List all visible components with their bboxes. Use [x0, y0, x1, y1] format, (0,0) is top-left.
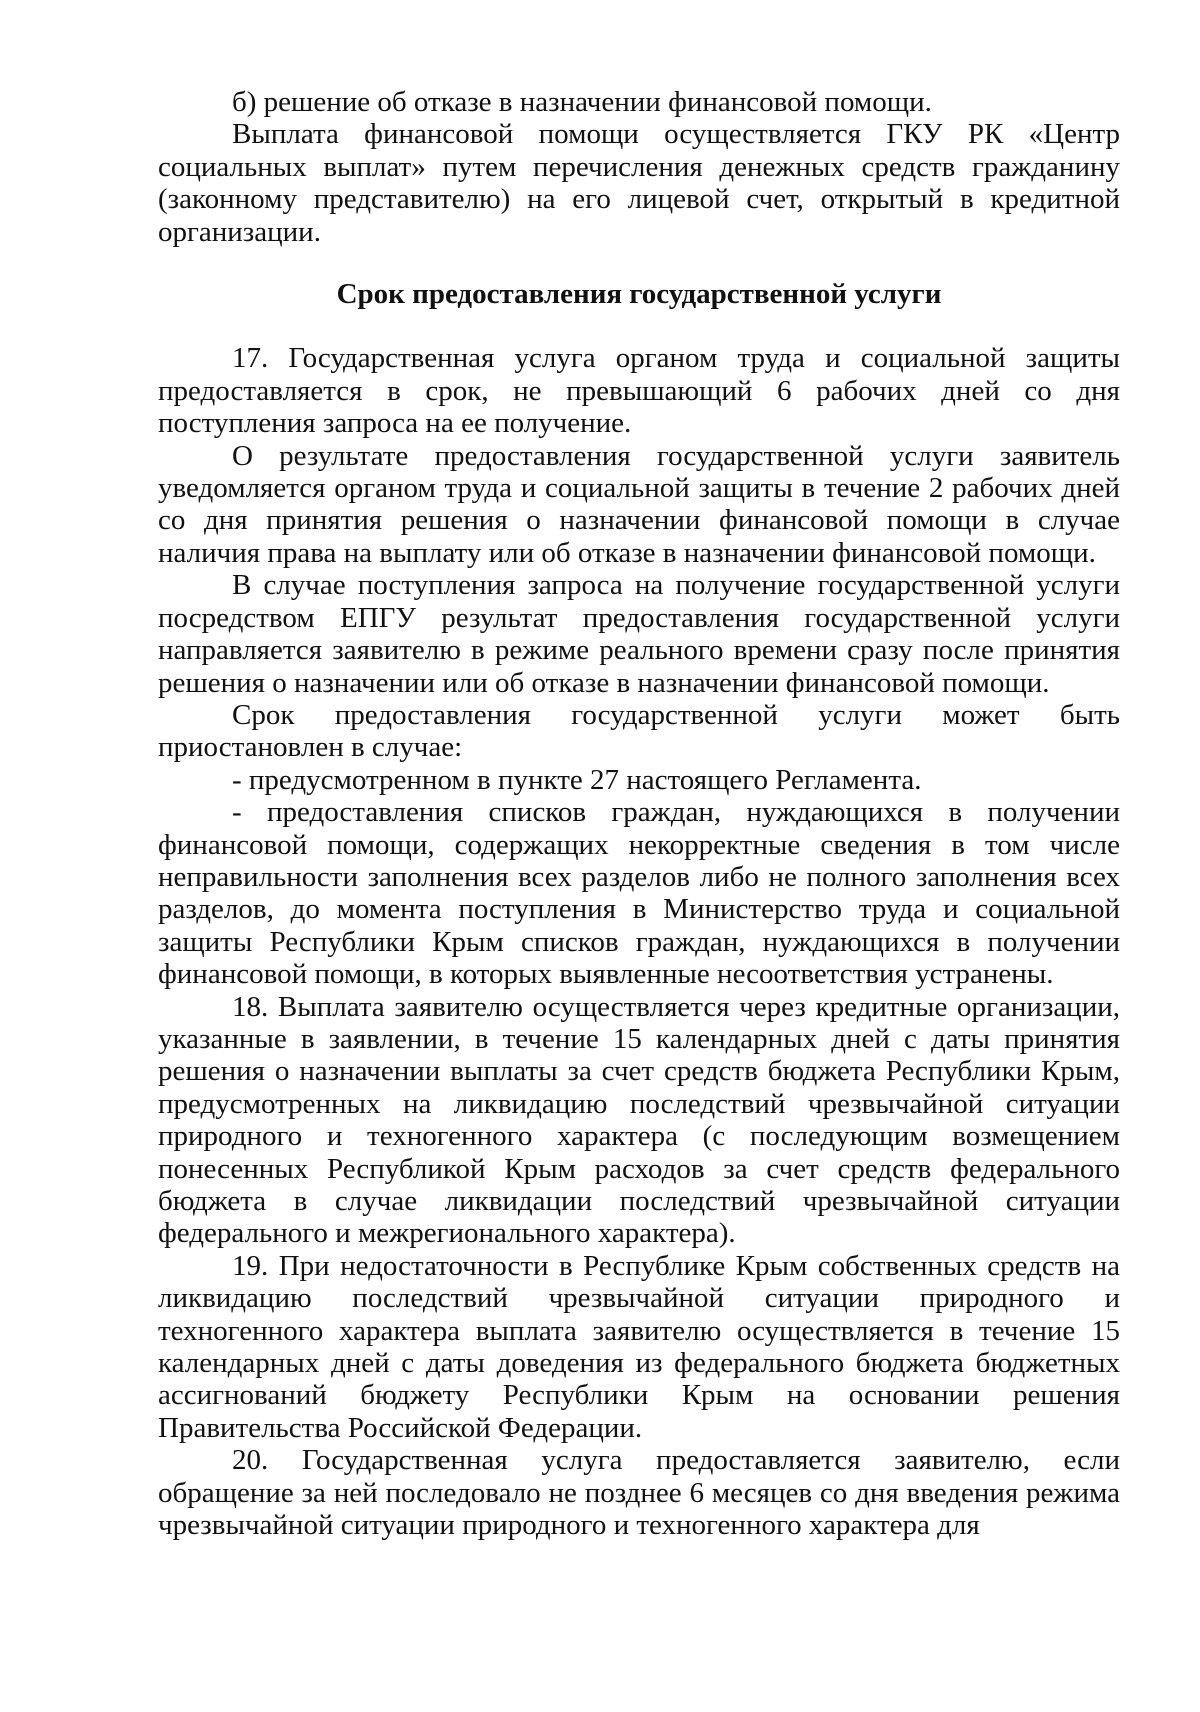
paragraph-18: 18. Выплата заявителю осуществляется через кредитные организации, указанные в заявлении, в течение 15 календарных дней с даты принятия решения о назначении выплаты за счет средств бюджета Республики Крым, предусмотренных на ликвидацию последствий чрезвычайной ситуации природного и техногенного характера (с последующим возмещением понесенных Республикой Крым расходов за счет средств федерального бюджета в случае ликвидации последствий чрезвычайной ситуации федерального и межрегионального характера). — [158, 990, 1120, 1250]
paragraph-decision-refusal: б) решение об отказе в назначении финансовой помощи. — [232, 86, 932, 118]
list-item-suspension-2: - предоставления списков граждан, нуждающихся в получении финансовой помощи, содержащих некорректные сведения в том числе неправильности заполнения всех разделов либо не полного заполнения всех разделов, до момента поступления в Министерство труда и социальной защиты Республики Крым списков граждан, нуждающихся в получении финансовой помощи, в которых выявленные несоответствия устранены. — [158, 796, 1120, 991]
paragraph-19: 19. При недостаточности в Республике Крым собственных средств на ликвидацию последствий чрезвычайной ситуации природного и техногенного характера выплата заявителю осуществляется в течение 15 календарных дней с даты доведения из федерального бюджета бюджетных ассигнований бюджету Республики Крым на основании решения Правительства Российской Федерации. — [158, 1249, 1120, 1444]
paragraph-notification: О результате предоставления государственной услуги заявитель уведомляется органом труда и социальной защиты в течение 2 рабочих дней со дня принятия решения о назначении финансовой помощи в случае наличия права на выплату или об отказе в назначении финансовой помощи. — [158, 439, 1120, 569]
paragraph-epgu: В случае поступления запроса на получение государственной услуги посредством ЕПГУ результат предоставления государственной услуги направляется заявителю в режиме реального времени сразу после принятия решения о назначении или об отказе в назначении финансовой помощи. — [158, 569, 1120, 699]
paragraph-20: 20. Государственная услуга предоставляется заявителю, если обращение за ней последовало не позднее 6 месяцев со дня введения режима чрезвычайной ситуации природного и техногенного характера для — [158, 1444, 1120, 1542]
paragraph-payment-method: Выплата финансовой помощи осуществляется ГКУ РК «Центр социальных выплат» путем перечисления денежных средств гражданину (законному представителю) на его лицевой счет, открытый в кредитной организации. — [158, 118, 1120, 248]
list-item-suspension-1: - предусмотренном в пункте 27 настоящего Регламента. — [232, 763, 922, 796]
section-heading: Срок предоставления государственной услуги — [336, 278, 942, 311]
paragraph-suspension: Срок предоставления государственной услуги может быть приостановлен в случае: — [158, 698, 1120, 764]
paragraph-17: 17. Государственная услуга органом труда и социальной защиты предоставляется в срок, не превышающий 6 рабочих дней со дня поступления запроса на ее получение. — [158, 342, 1120, 440]
document-page — [158, 86, 1120, 1541]
